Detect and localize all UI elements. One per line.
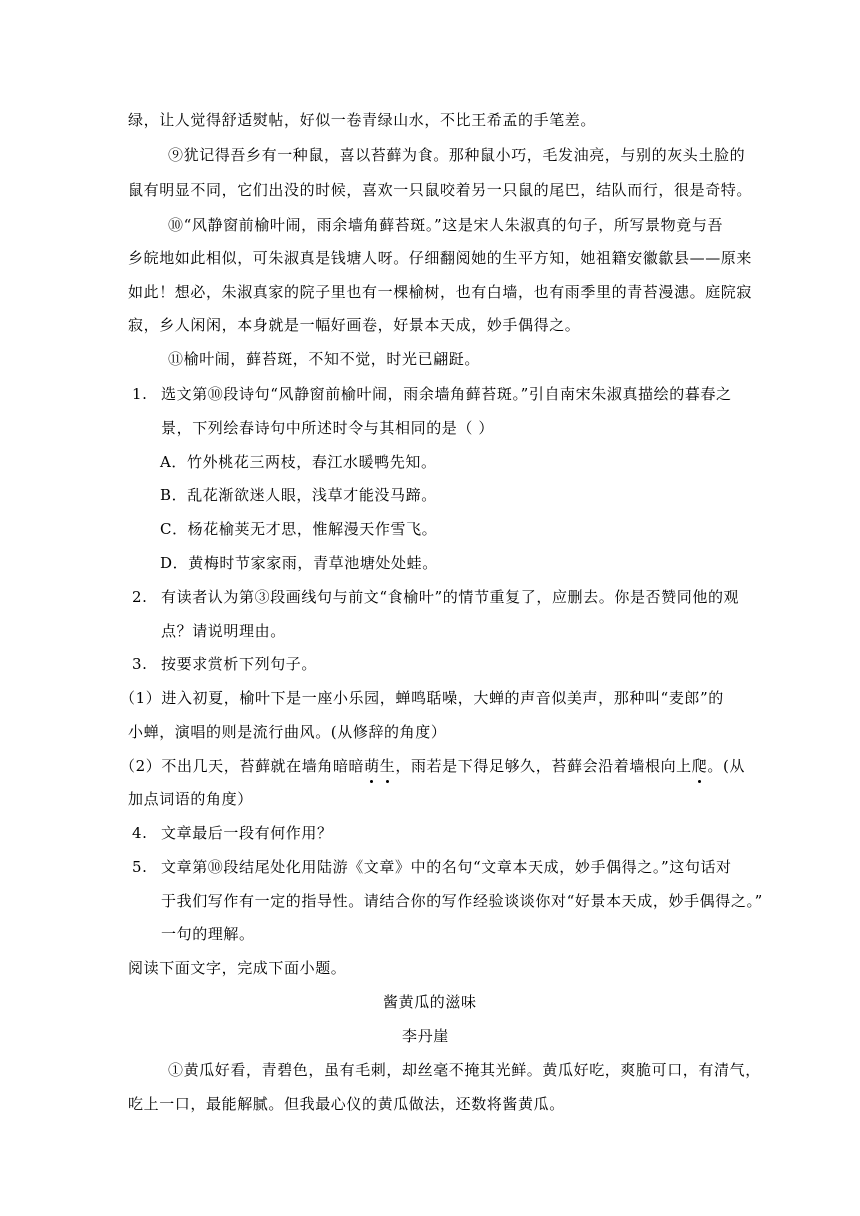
question-1-option-a: A．竹外桃花三两枝，春江水暖鸭先知。: [160, 453, 437, 471]
question-1-option-d: D．黄梅时节家家雨，青草池塘处处蛙。: [160, 554, 438, 572]
question-3-sub-1-line-2: 小蝉，演唱的则是流行曲风。(从修辞的角度）: [128, 723, 447, 741]
sub-2-text-c: 。(从: [707, 757, 746, 775]
question-2-number: 2.: [132, 588, 148, 606]
question-4-line-1: 文章最后一段有何作用？: [161, 824, 333, 842]
question-2-line-2: 点？请说明理由。: [161, 622, 286, 640]
question-2-line-1: 有读者认为第③段画线句与前文“食榆叶”的情节重复了，应删去。你是否赞同他的观: [161, 588, 740, 606]
paragraph-8-end: 绿，让人觉得舒适熨帖，好似一卷青绿山水，不比王希孟的手笔差。: [128, 111, 597, 129]
question-1-option-c: C．杨花榆荚无才思，惟解漫天作雪飞。: [160, 520, 438, 538]
paragraph-9-line-1: ⑨犹记得吾乡有一种鼠，喜以苔藓为食。那种鼠小巧，毛发油亮，与别的灰头土脸的: [168, 146, 746, 164]
paragraph-10-line-3: 如此！想必，朱淑真家的院子里也有一棵榆树，也有白墙，也有雨季里的青苔漫漶。庭院寂: [128, 283, 753, 301]
question-1-number: 1.: [132, 385, 148, 403]
question-1-option-b: B．乱花渐欲迷人眼，浅草才能没马蹄。: [160, 486, 437, 504]
question-3-sub-1-line-1: （1）进入初夏，榆叶下是一座小乐园，蝉鸣聒噪，大蝉的声音似美声，那种叫“麦郎”的: [120, 689, 724, 707]
dotted-word-sheng: 生: [379, 757, 396, 775]
paragraph-10-line-1: ⑩“风静窗前榆叶闹，雨余墙角藓苔斑。”这是宋人朱淑真的句子，所写景物竟与吾: [168, 216, 724, 234]
sub-2-text-a: （2）不出几天，苔藓就在墙角暗暗: [120, 757, 365, 775]
question-3-number: 3.: [132, 655, 148, 673]
passage-title: 酱黄瓜的滋味: [383, 993, 477, 1011]
question-3-line-1: 按要求赏析下列句子。: [161, 655, 318, 673]
passage-paragraph-1-line-2: 吃上一口，最能解腻。但我最心仪的黄瓜做法，还数将酱黄瓜。: [128, 1095, 565, 1113]
question-5-line-3: 一句的理解。: [161, 925, 255, 943]
paragraph-9-line-2: 鼠有明显不同，它们出没的时候，喜欢一只鼠咬着另一只鼠的尾巴，结队而行，很是奇特。: [128, 181, 753, 199]
sub-2-text-b: ，雨若是下得足够久，苔藓会沿着墙根向上: [395, 757, 692, 775]
passage-paragraph-1-line-1: ①黄瓜好看，青碧色，虽有毛刺，却丝毫不掩其光鲜。黄瓜好吃，爽脆可口，有清气，: [168, 1061, 761, 1079]
paragraph-10-line-2: 乡皖地如此相似，可朱淑真是钱塘人呀。仔细翻阅她的生平方知，她祖籍安徽歙县——原来: [128, 249, 753, 267]
paragraph-11: ⑪榆叶闹，藓苔斑，不知不觉，时光已翩跹。: [168, 350, 481, 368]
question-3-sub-2-line-2: 加点词语的角度）: [128, 790, 253, 808]
question-3-sub-2-line-1: [120, 756, 745, 776]
question-4-number: 4.: [132, 824, 148, 842]
question-1-line-2: 景，下列绘春诗句中所述时令与其相同的是（ ）: [161, 419, 494, 437]
question-5-line-1: 文章第⑩段结尾处化用陆游《文章》中的名句“文章本天成，妙手偶得之。”这句话对: [161, 858, 732, 876]
dotted-word-pa: 爬: [691, 757, 708, 775]
dotted-word-meng: 萌: [364, 757, 380, 775]
paragraph-10-line-4: 寂，乡人闲闲，本身就是一幅好画卷，好景本天成，妙手偶得之。: [128, 316, 581, 334]
question-5-number: 5.: [132, 858, 148, 876]
passage-author: 李丹崖: [402, 1027, 449, 1045]
reading-instruction: 阅读下面文字，完成下面小题。: [128, 959, 347, 977]
question-1-line-1: 选文第⑩段诗句“风静窗前榆叶闹，雨余墙角藓苔斑。”引自南宋朱淑真描绘的暮春之: [161, 385, 732, 403]
question-5-line-2: 于我们写作有一定的指导性。请结合你的写作经验谈谈你对“好景本天成，妙手偶得之。”: [161, 892, 763, 910]
